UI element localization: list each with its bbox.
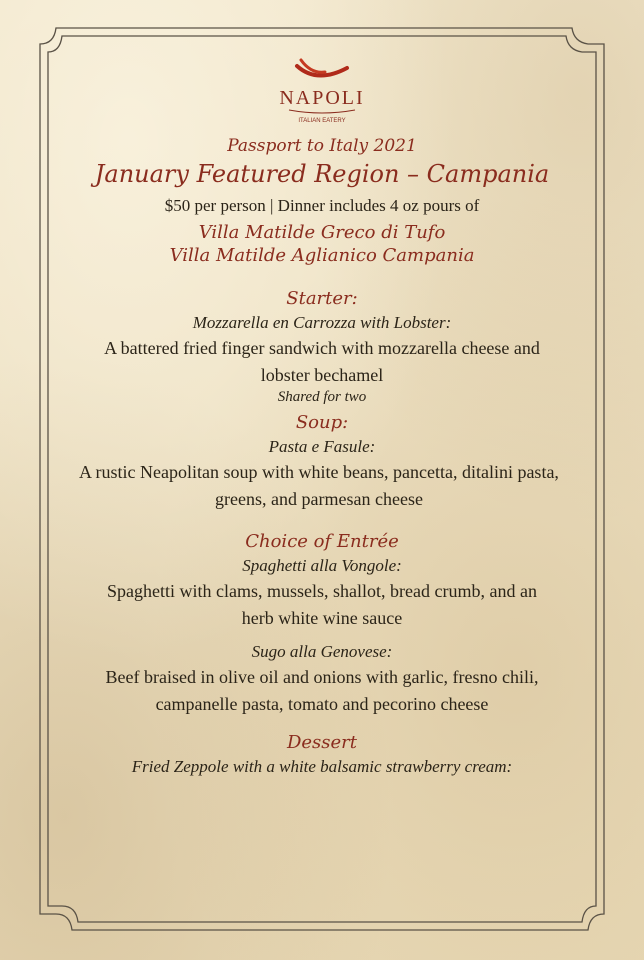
starter-desc: A battered fried finger sandwich with mozzarella cheese and lobster bechamel bbox=[104, 338, 540, 385]
featured-region-title: January Featured Region – Campania bbox=[94, 160, 550, 188]
price-line: $50 per person | Dinner includes 4 oz pours of bbox=[164, 196, 480, 215]
dessert-heading: Dessert bbox=[286, 732, 358, 753]
passport-title: Passport to Italy 2021 bbox=[227, 136, 417, 156]
napoli-logo bbox=[267, 52, 377, 132]
starter-heading: Starter: bbox=[286, 288, 358, 309]
entree-heading: Choice of Entrée bbox=[245, 531, 399, 552]
brand-sub: ITALIAN EATERY bbox=[298, 118, 346, 124]
soup-heading: Soup: bbox=[295, 412, 349, 433]
wine-1: Villa Matilde Greco di Tufo bbox=[198, 222, 446, 243]
starter-dish: Mozzarella en Carrozza with Lobster: bbox=[192, 313, 452, 332]
soup-dish: Pasta e Fasule: bbox=[268, 437, 376, 456]
entree-option-1-dish: Spaghetti alla Vongole: bbox=[242, 556, 402, 575]
dessert-dish: Fried Zeppole with a white balsamic strawberry cream: bbox=[131, 757, 513, 776]
soup-desc: A rustic Neapolitan soup with white beans, pancetta, ditalini pasta, greens, and parmesan cheese bbox=[79, 462, 559, 509]
menu-content bbox=[60, 52, 584, 777]
entree-option-1-desc: Spaghetti with clams, mussels, shallot, bread crumb, and an herb white wine sauce bbox=[107, 581, 537, 628]
entree-option-2-dish: Sugo alla Genovese: bbox=[251, 642, 393, 661]
starter-note: Shared for two bbox=[277, 389, 367, 405]
entree-option-2-desc: Beef braised in olive oil and onions with garlic, fresno chili, campanelle pasta, tomato and pecorino cheese bbox=[105, 667, 539, 714]
brand-name: NAPOLI bbox=[279, 87, 365, 109]
wine-2: Villa Matilde Aglianico Campania bbox=[169, 245, 475, 266]
